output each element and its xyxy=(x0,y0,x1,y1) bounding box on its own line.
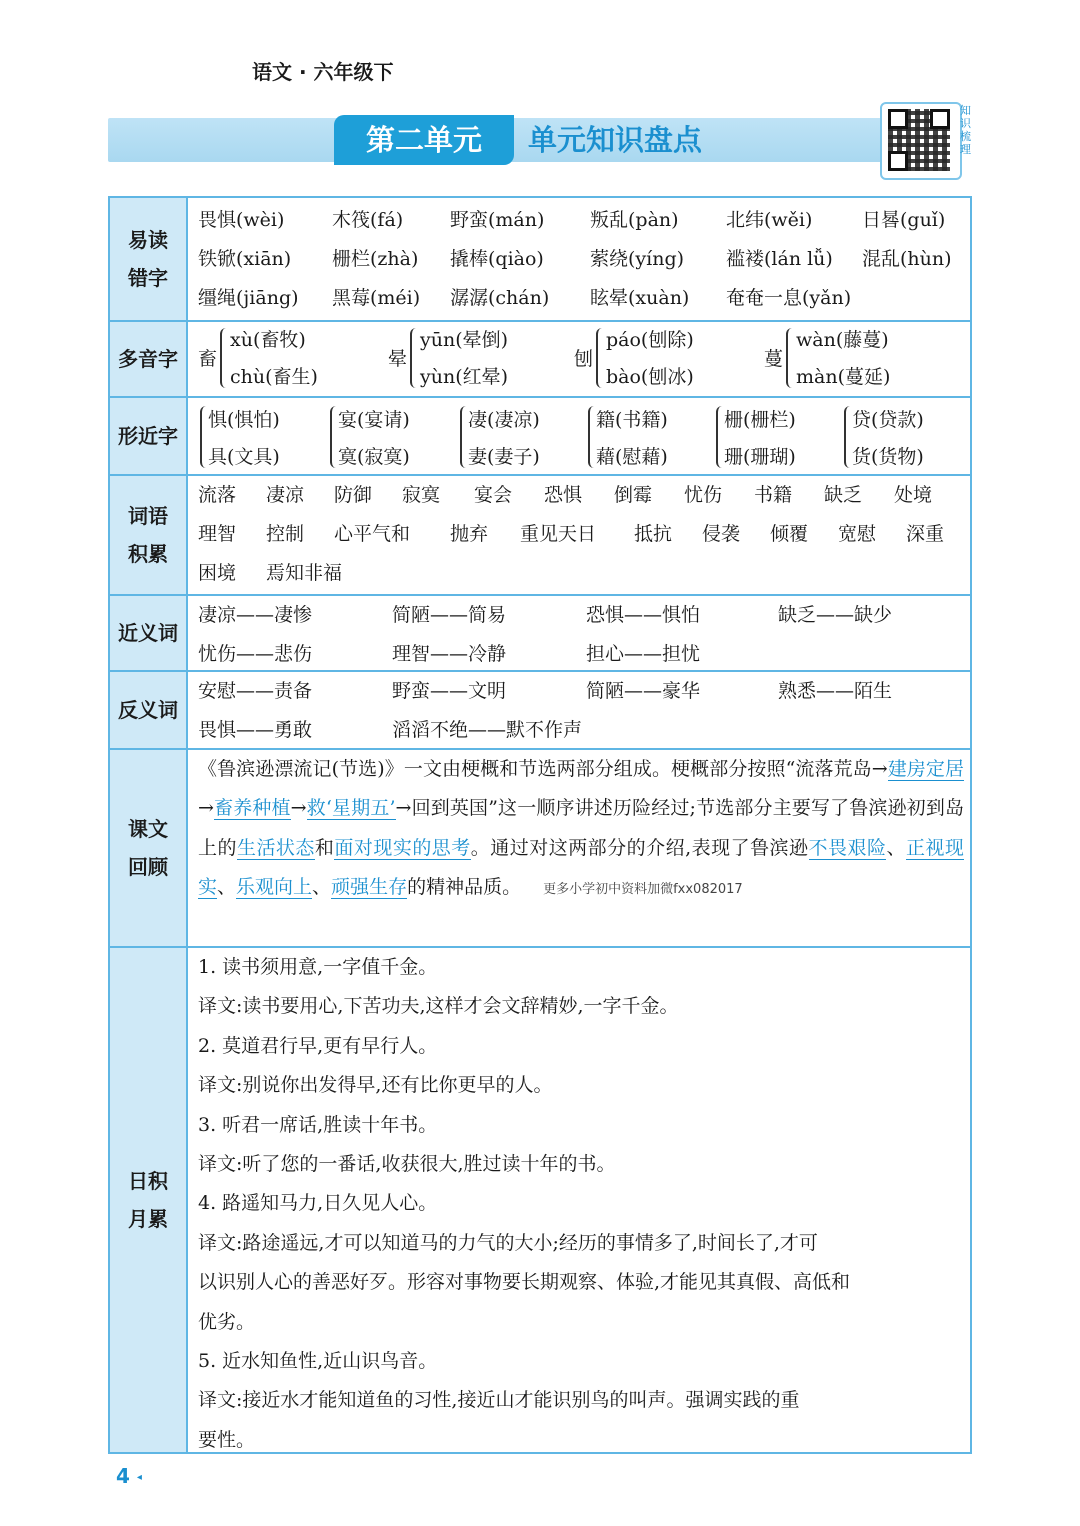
synonym-pair: 恐惧——惧怕 xyxy=(586,604,701,626)
vocab-word: 书籍 xyxy=(754,484,793,506)
vocab-word: 宴会 xyxy=(474,484,513,506)
antonym-pair: 野蛮——文明 xyxy=(392,680,507,702)
polyphonic-group xyxy=(574,322,744,396)
qr-finder xyxy=(888,151,908,171)
review-text: → xyxy=(290,797,307,820)
similar-char: 寞(寂寞) xyxy=(338,446,410,468)
review-text: 、 xyxy=(886,836,906,859)
similar-group xyxy=(460,402,580,476)
vocab-word: 缺乏 xyxy=(824,484,863,506)
vocab-word: 困境 xyxy=(198,562,237,584)
label-text-review xyxy=(110,750,188,946)
synonyms-content xyxy=(198,596,964,674)
label-line: 易读 xyxy=(128,228,168,252)
misread-item: 北纬(wěi) xyxy=(726,209,813,231)
label-synonyms: 近义词 xyxy=(110,596,188,670)
vocab-word: 宽慰 xyxy=(838,523,877,545)
label-polyphonic: 多音字 xyxy=(110,322,188,396)
similar-char: 栅(栅栏) xyxy=(724,409,796,431)
qr-finder xyxy=(888,109,908,129)
brace-icon xyxy=(588,406,596,468)
synonym-pair: 理智——冷静 xyxy=(392,643,507,665)
review-highlight: 畜养种植 xyxy=(213,797,291,820)
text-review-paragraph xyxy=(198,750,964,910)
antonym-pair: 熟悉——陌生 xyxy=(778,680,893,702)
label-similar-chars: 形近字 xyxy=(110,398,188,474)
polyphonic-char: 蔓 xyxy=(764,348,784,370)
page-number xyxy=(116,1464,142,1488)
label-daily-accumulation xyxy=(110,948,188,1452)
misread-item: 叛乱(pàn) xyxy=(590,209,679,231)
vocab-word: 侵袭 xyxy=(702,523,741,545)
label-line: 日积 xyxy=(128,1169,168,1193)
vocab-word: 抵抗 xyxy=(634,523,673,545)
review-highlight: 顽强生存 xyxy=(331,876,408,899)
polyphonic-group xyxy=(764,322,934,396)
synonym-pair: 凄凉——凄惨 xyxy=(198,604,313,626)
polyphonic-reading: bào(刨冰) xyxy=(606,366,694,388)
misread-item: 栅栏(zhà) xyxy=(332,248,419,270)
review-text: 、 xyxy=(217,876,237,899)
vocabulary-line xyxy=(198,476,964,515)
daily-content xyxy=(198,948,964,1460)
label-line: 词语 xyxy=(128,504,168,528)
similar-char: 籍(书籍) xyxy=(596,409,668,431)
vocab-word: 倾覆 xyxy=(770,523,809,545)
review-highlight: 正视现实 xyxy=(198,836,964,899)
vocabulary-line xyxy=(198,515,964,554)
brace-icon xyxy=(716,406,724,468)
row-daily-accumulation xyxy=(110,948,970,1452)
label-line: 错字 xyxy=(128,266,168,290)
antonym-line xyxy=(198,711,964,750)
saying-line: 2. 莫道君行早,更有早行人。 xyxy=(198,1034,438,1057)
knowledge-table xyxy=(108,196,972,1454)
misread-item: 缰绳(jiāng) xyxy=(198,287,299,309)
subject-header: 语文 · 六年级下 xyxy=(252,60,394,84)
vocab-word: 倒霉 xyxy=(614,484,653,506)
translation-line: 优劣。 xyxy=(198,1310,256,1333)
saying-line: 1. 读书须用意,一字值千金。 xyxy=(198,956,438,978)
polyphonic-reading: xù(畜牧) xyxy=(230,329,306,351)
polyphonic-reading: páo(刨除) xyxy=(606,329,694,351)
page-number-text: 4 xyxy=(116,1464,130,1488)
translation-line: 要性。 xyxy=(198,1428,256,1451)
synonym-pair: 担心——担忧 xyxy=(586,643,701,665)
vocabulary-content xyxy=(198,476,964,593)
vocab-word: 控制 xyxy=(266,523,305,545)
polyphonic-reading: wàn(藤蔓) xyxy=(796,329,889,351)
row-easy-misread xyxy=(110,198,970,322)
misread-content xyxy=(198,201,964,318)
translation-line: 译文:路途遥远,才可以知道马的力气的大小;经历的事情多了,时间长了,才可 xyxy=(198,1231,818,1254)
vocabulary-line xyxy=(198,554,964,593)
misread-item: 潺潺(chán) xyxy=(450,287,550,309)
synonym-line xyxy=(198,635,964,674)
qr-finder xyxy=(930,109,950,129)
review-highlight: 救‘星期五’ xyxy=(306,797,396,820)
vocab-word: 抛弃 xyxy=(450,523,489,545)
vocab-word: 心平气和 xyxy=(334,523,411,545)
antonym-pair: 安慰——责备 xyxy=(198,680,313,702)
label-line: 回顾 xyxy=(128,855,168,879)
misread-item: 褴褛(lán lǚ) xyxy=(726,248,833,270)
review-highlight: 生活状态 xyxy=(236,836,315,859)
vocab-word: 寂寞 xyxy=(402,484,441,506)
review-text: 的精神品质。 xyxy=(407,876,522,899)
brace-icon xyxy=(460,406,468,468)
antonym-pair: 简陋——豪华 xyxy=(586,680,701,702)
antonym-line xyxy=(198,672,964,711)
review-highlight: 不畏艰险 xyxy=(808,836,887,859)
vocab-word: 流落 xyxy=(198,484,237,506)
brace-icon xyxy=(330,406,338,468)
polyphonic-char: 刨 xyxy=(574,348,594,370)
review-text: 、 xyxy=(312,876,332,899)
translation-line: 译文:接近水才能知道鱼的习性,接近山才能识别鸟的叫声。强调实践的重 xyxy=(198,1389,800,1412)
misread-item: 黑莓(méi) xyxy=(332,287,421,309)
polyphonic-reading: màn(蔓延) xyxy=(796,366,891,388)
brace-icon xyxy=(844,406,852,468)
misread-line xyxy=(198,240,964,279)
review-text: 。通过对这两部分的介绍,表现了鲁滨逊 xyxy=(470,836,809,859)
review-text: →回到英国”这一顺序讲述历险经过;节选部分主要写了鲁滨逊初到岛上的 xyxy=(198,797,964,859)
similar-group xyxy=(330,402,450,476)
misread-item: 日晷(guǐ) xyxy=(862,209,946,231)
similar-group xyxy=(200,402,320,476)
translation-line: 译文:听了您的一番话,收获很大,胜过读十年的书。 xyxy=(198,1152,616,1175)
similar-char: 贷(贷款) xyxy=(852,409,924,431)
polyphonic-char: 畜 xyxy=(198,348,218,370)
misread-item: 撬棒(qiào) xyxy=(450,248,544,270)
similar-char: 珊(珊瑚) xyxy=(724,446,796,468)
row-text-review xyxy=(110,750,970,948)
misread-item: 奄奄一息(yǎn) xyxy=(726,287,852,309)
row-synonyms xyxy=(110,596,970,672)
translation-line: 译文:别说你出发得早,还有比你更早的人。 xyxy=(198,1074,553,1097)
misread-item: 铁锨(xiān) xyxy=(198,248,292,270)
polyphonic-reading: chù(畜生) xyxy=(230,366,318,388)
review-text: 《鲁滨逊漂流记(节选)》一文由梗概和节选两部分组成。梗概部分按照“流落荒岛→ xyxy=(198,758,888,780)
similar-char: 宴(宴请) xyxy=(338,409,410,431)
vocab-word: 焉知非福 xyxy=(266,562,343,584)
polyphonic-group xyxy=(198,322,368,396)
antonym-pair: 滔滔不绝——默不作声 xyxy=(392,719,583,741)
vocab-word: 防御 xyxy=(334,484,373,506)
qr-label: 知识梳理 xyxy=(960,104,971,156)
synonym-pair: 忧伤——悲伤 xyxy=(198,643,313,665)
saying-line: 3. 听君一席话,胜读十年书。 xyxy=(198,1113,438,1136)
polyphonic-char: 晕 xyxy=(388,348,408,370)
polyphonic-reading: yùn(红晕) xyxy=(420,366,509,388)
similar-group xyxy=(588,402,708,476)
row-similar-chars xyxy=(110,398,970,476)
row-antonyms xyxy=(110,672,970,750)
label-line: 积累 xyxy=(128,542,168,566)
vocab-word: 处境 xyxy=(894,484,933,506)
page-marker-icon: ◂ xyxy=(136,1472,142,1483)
brace-icon xyxy=(200,406,208,468)
similar-group xyxy=(844,402,964,476)
watermark-note: 更多小学初中资料加微fxx082017 xyxy=(543,882,743,898)
misread-item: 眩晕(xuàn) xyxy=(590,287,690,309)
brace-icon xyxy=(410,328,418,388)
review-text: 和 xyxy=(314,836,335,859)
qr-code[interactable] xyxy=(880,102,962,180)
misread-item: 野蛮(mán) xyxy=(450,209,545,231)
brace-icon xyxy=(220,328,228,388)
unit-number: 第二单元 xyxy=(334,115,514,165)
synonym-pair: 简陋——简易 xyxy=(392,604,507,626)
row-vocabulary xyxy=(110,476,970,596)
synonym-line xyxy=(198,596,964,635)
misread-item: 木筏(fá) xyxy=(332,209,404,231)
similar-char: 凄(凄凉) xyxy=(468,409,540,431)
label-line: 课文 xyxy=(128,817,168,841)
saying-line: 4. 路遥知马力,日久见人心。 xyxy=(198,1192,438,1215)
brace-icon xyxy=(596,328,604,388)
similar-group xyxy=(716,402,836,476)
polyphonic-group xyxy=(388,322,558,396)
vocab-word: 忧伤 xyxy=(684,484,723,506)
translation-line: 译文:读书要用心,下苦功夫,这样才会文辞精妙,一字千金。 xyxy=(198,995,679,1018)
review-highlight: 建房定居 xyxy=(887,758,964,780)
misread-line xyxy=(198,279,964,318)
vocab-word: 深重 xyxy=(906,523,945,545)
synonym-pair: 缺乏——缺少 xyxy=(778,604,893,626)
misread-item: 混乱(hùn) xyxy=(862,248,952,270)
similar-char: 藉(慰藉) xyxy=(596,446,668,468)
misread-item: 萦绕(yíng) xyxy=(590,248,685,270)
label-antonyms: 反义词 xyxy=(110,672,188,748)
unit-title: 单元知识盘点 xyxy=(528,123,703,157)
vocab-word: 凄凉 xyxy=(266,484,305,506)
vocab-word: 恐惧 xyxy=(544,484,583,506)
vocab-word: 重见天日 xyxy=(520,523,597,545)
similar-char: 货(货物) xyxy=(852,446,924,468)
similar-char: 具(文具) xyxy=(208,446,280,468)
antonym-pair: 畏惧——勇敢 xyxy=(198,719,313,741)
similar-char: 惧(惧怕) xyxy=(208,409,280,431)
review-highlight: 乐观向上 xyxy=(236,876,313,899)
review-highlight: 面对现实的思考 xyxy=(334,836,471,859)
row-polyphonic xyxy=(110,322,970,398)
label-vocabulary xyxy=(110,476,188,594)
similar-char: 妻(妻子) xyxy=(468,446,540,468)
review-text: → xyxy=(198,797,214,820)
misread-line xyxy=(198,201,964,240)
label-line: 月累 xyxy=(128,1207,168,1231)
misread-item: 畏惧(wèi) xyxy=(198,209,285,231)
saying-line: 5. 近水知鱼性,近山识鸟音。 xyxy=(198,1349,438,1372)
polyphonic-reading: yūn(晕倒) xyxy=(420,329,509,351)
brace-icon xyxy=(786,328,794,388)
antonyms-content xyxy=(198,672,964,750)
label-easy-misread xyxy=(110,198,188,320)
translation-line: 以识别人心的善恶好歹。形容对事物要长期观察、体验,才能见其真假、高低和 xyxy=(198,1271,851,1294)
vocab-word: 理智 xyxy=(198,523,237,545)
